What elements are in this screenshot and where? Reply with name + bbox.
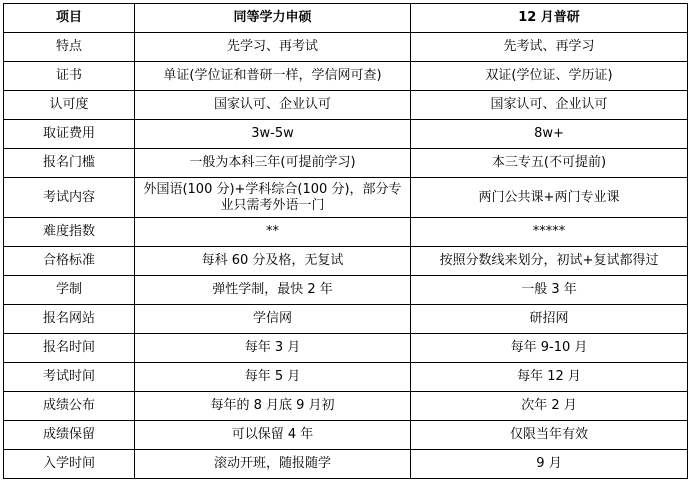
cell-general-postgrad: *****	[411, 218, 688, 247]
cell-equivalent-degree: 国家认可、企业认可	[135, 91, 411, 120]
cell-general-postgrad: 每年 12 月	[411, 363, 688, 392]
row-label: 成绩保留	[4, 421, 135, 450]
cell-equivalent-degree: 每科 60 分及格，无复试	[135, 247, 411, 276]
cell-equivalent-degree: 一般为本科三年(可提前学习)	[135, 149, 411, 178]
cell-equivalent-degree: 学信网	[135, 305, 411, 334]
table-row	[4, 218, 688, 247]
cell-equivalent-degree: 每年 5 月	[135, 363, 411, 392]
row-label: 认可度	[4, 91, 135, 120]
table-row	[4, 91, 688, 120]
header-equivalent-degree: 同等学力申硕	[135, 4, 411, 33]
row-label: 特点	[4, 33, 135, 62]
table-row	[4, 62, 688, 91]
row-label: 报名门槛	[4, 149, 135, 178]
cell-equivalent-degree: **	[135, 218, 411, 247]
table-row	[4, 276, 688, 305]
cell-general-postgrad: 双证(学位证、学历证)	[411, 62, 688, 91]
cell-equivalent-degree: 外国语(100 分)+学科综合(100 分)，部分专业只需考外语一门	[135, 178, 411, 218]
row-label: 入学时间	[4, 450, 135, 479]
row-label: 证书	[4, 62, 135, 91]
table-row	[4, 363, 688, 392]
cell-general-postgrad: 次年 2 月	[411, 392, 688, 421]
header-general-postgrad: 12 月普研	[411, 4, 688, 33]
table-row	[4, 178, 688, 218]
table-row	[4, 334, 688, 363]
cell-general-postgrad: 仅限当年有效	[411, 421, 688, 450]
table-row	[4, 149, 688, 178]
cell-equivalent-degree: 弹性学制，最快 2 年	[135, 276, 411, 305]
cell-equivalent-degree: 可以保留 4 年	[135, 421, 411, 450]
cell-equivalent-degree: 3w-5w	[135, 120, 411, 149]
table-row	[4, 392, 688, 421]
table-header-row	[4, 4, 688, 33]
cell-equivalent-degree: 每年 3 月	[135, 334, 411, 363]
row-label: 成绩公布	[4, 392, 135, 421]
table-row	[4, 33, 688, 62]
cell-general-postgrad: 两门公共课+两门专业课	[411, 178, 688, 218]
cell-general-postgrad: 8w+	[411, 120, 688, 149]
row-label: 考试时间	[4, 363, 135, 392]
table-row	[4, 120, 688, 149]
cell-general-postgrad: 先考试、再学习	[411, 33, 688, 62]
header-item: 项目	[4, 4, 135, 33]
cell-equivalent-degree: 单证(学位证和普研一样，学信网可查)	[135, 62, 411, 91]
cell-general-postgrad: 研招网	[411, 305, 688, 334]
table-row	[4, 450, 688, 479]
row-label: 报名网站	[4, 305, 135, 334]
row-label: 学制	[4, 276, 135, 305]
row-label: 难度指数	[4, 218, 135, 247]
cell-equivalent-degree: 每年的 8 月底 9 月初	[135, 392, 411, 421]
cell-general-postgrad: 9 月	[411, 450, 688, 479]
cell-general-postgrad: 一般 3 年	[411, 276, 688, 305]
table-row	[4, 305, 688, 334]
row-label: 报名时间	[4, 334, 135, 363]
row-label: 取证费用	[4, 120, 135, 149]
cell-equivalent-degree: 滚动开班，随报随学	[135, 450, 411, 479]
cell-general-postgrad: 按照分数线来划分，初试+复试都得过	[411, 247, 688, 276]
table-row	[4, 421, 688, 450]
row-label: 合格标准	[4, 247, 135, 276]
table-row	[4, 247, 688, 276]
cell-equivalent-degree: 先学习、再考试	[135, 33, 411, 62]
cell-general-postgrad: 本三专五(不可提前)	[411, 149, 688, 178]
cell-general-postgrad: 国家认可、企业认可	[411, 91, 688, 120]
row-label: 考试内容	[4, 178, 135, 218]
cell-general-postgrad: 每年 9-10 月	[411, 334, 688, 363]
comparison-table	[3, 3, 688, 479]
